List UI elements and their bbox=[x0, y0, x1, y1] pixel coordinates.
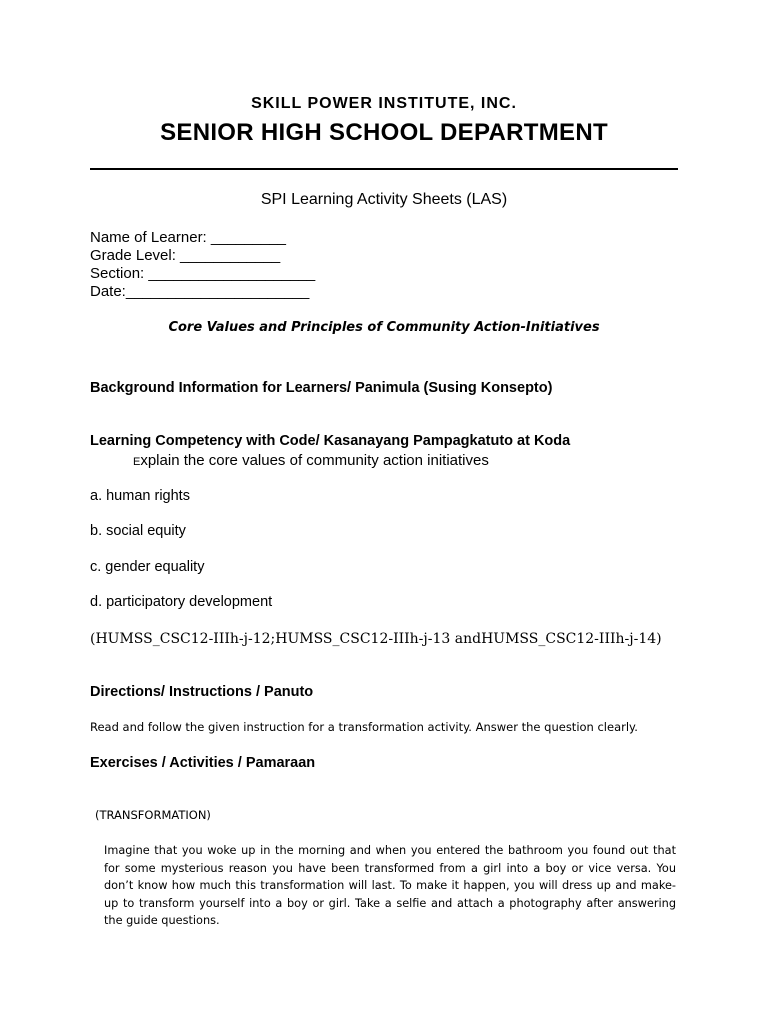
school-name: SKILL POWER INSTITUTE, INC. bbox=[251, 95, 517, 112]
lesson-title: Core Values and Principles of Community Action-Initiatives bbox=[168, 320, 600, 335]
grade-level-field: Grade Level: ____________ bbox=[90, 247, 281, 264]
exercises-heading: Exercises / Activities / Pamaraan bbox=[90, 755, 316, 771]
competency-heading: Learning Competency with Code/ Kasanayang Pampagkatuto at Koda bbox=[90, 433, 571, 449]
background-heading: Background Information for Learners/ Panimula (Susing Konsepto) bbox=[90, 380, 553, 396]
sheet-title: SPI Learning Activity Sheets (LAS) bbox=[260, 191, 508, 208]
directions-heading: Directions/ Instructions / Panuto bbox=[90, 684, 314, 700]
header-divider bbox=[90, 168, 678, 170]
competency-first-letter: E bbox=[133, 456, 141, 468]
list-item: a. human rights bbox=[90, 488, 190, 504]
department-title: SENIOR HIGH SCHOOL DEPARTMENT bbox=[160, 119, 608, 146]
list-item: b. social equity bbox=[90, 523, 186, 539]
learner-name-field: Name of Learner: _________ bbox=[90, 229, 286, 246]
list-item: d. participatory development bbox=[90, 594, 273, 610]
section-field: Section: ____________________ bbox=[90, 265, 316, 282]
competency-text bbox=[133, 452, 489, 469]
list-item: c. gender equality bbox=[90, 559, 205, 575]
competency-text-rest: xplain the core values of community action initiatives bbox=[140, 452, 489, 469]
activity-label: (TRANSFORMATION) bbox=[95, 808, 211, 822]
competency-codes: (HUMSS_CSC12-IIIh-j-12;HUMSS_CSC12-IIIh-j-13 andHUMSS_CSC12-IIIh-j-14) bbox=[90, 631, 662, 647]
date-field: Date:______________________ bbox=[90, 283, 310, 300]
activity-scenario: Imagine that you woke up in the morning and when you entered the bathroom you found out that for some mysterious reason you have been transformed from a girl into a boy or vice versa. You don’t know how much this transformation will last. To make it happen, you will dress up and make-up to transform yourself into a boy or girl. Take a selfie and attach a photography after answering the guide questions. bbox=[104, 844, 676, 927]
directions-text: Read and follow the given instruction for a transformation activity. Answer the question clearly. bbox=[90, 720, 638, 734]
